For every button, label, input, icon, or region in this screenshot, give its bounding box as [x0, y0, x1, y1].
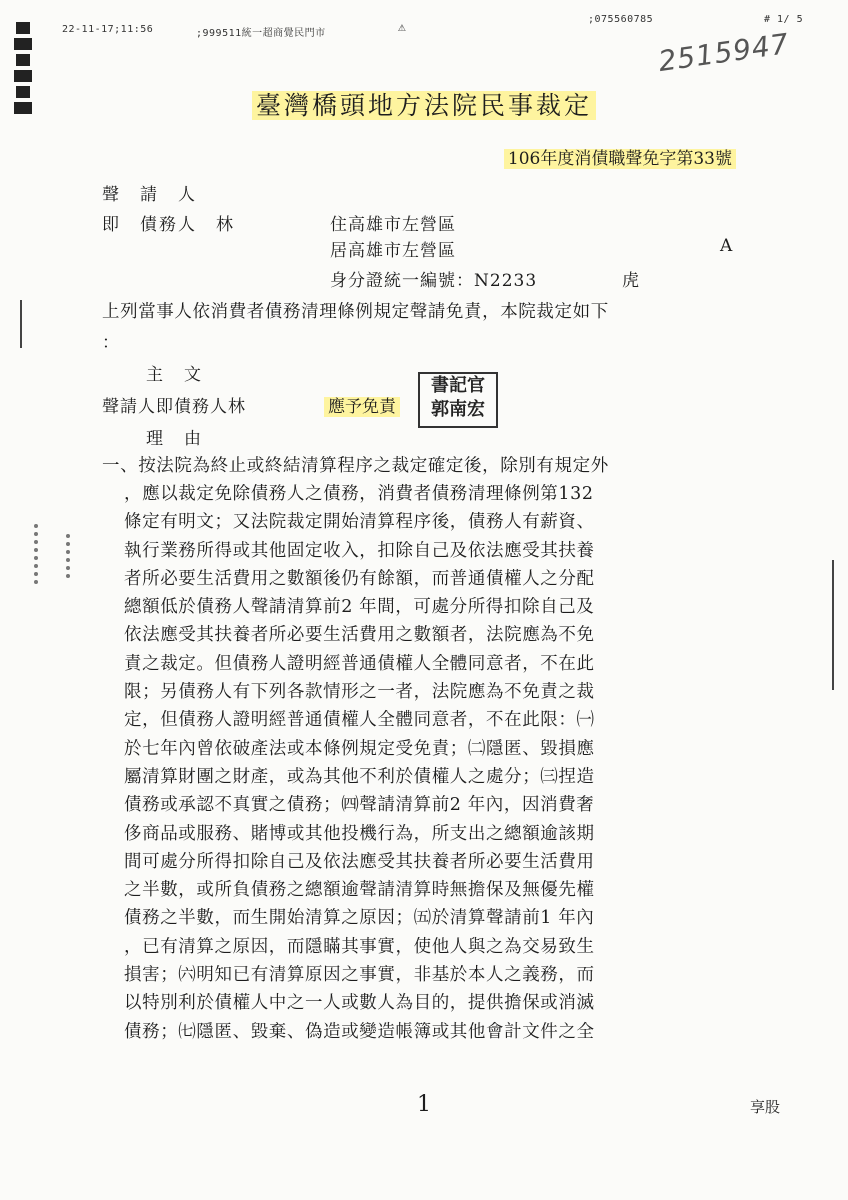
address-living: 居高雄市左營區 [330, 241, 456, 261]
body-line: 間可處分所得扣除自己及依法應受其扶養者所必要生活費用 [124, 851, 595, 872]
address-residence: 住高雄市左營區 [330, 215, 456, 235]
body-line: 債務；㈦隱匿、毀棄、偽造或變造帳簿或其他會計文件之全 [124, 1021, 595, 1042]
body-line: ，已有清算之原因，而隱瞞其事實，使他人與之為交易致生 [124, 936, 595, 957]
body-line: 總額低於債務人聲請清算前2 年間，可處分所得扣除自己及 [124, 597, 595, 618]
body-line: 損害；㈥明知已有清算原因之事實，非基於本人之義務，而 [124, 965, 595, 986]
case-number [504, 144, 736, 169]
id-number-suffix: 虎 [622, 271, 639, 291]
body-line: 之半數，或所負債務之總額逾聲請清算時無擔保及無優先權 [124, 880, 595, 901]
page-number: 1 [417, 1092, 431, 1117]
intro-text-end: ： [102, 333, 119, 353]
ruling-prefix: 聲請人即債務人林 [102, 397, 246, 417]
body-line: 者所必要生活費用之數額後仍有餘額，而普通債權人之分配 [124, 568, 595, 589]
main-heading: 主 文 [146, 365, 203, 385]
address-living-suffix: A [720, 236, 733, 256]
body-line: 執行業務所得或其他固定收入，扣除自己及依法應受其扶養 [124, 540, 595, 561]
ruling-result-text: 應予免責 [324, 397, 400, 417]
warning-icon: ⚠ [398, 20, 407, 35]
footer-mark: 享股 [749, 1098, 780, 1116]
body-line: 責之裁定。但債務人證明經普通債權人全體同意者，不在此 [124, 653, 595, 674]
fax-datetime: 22-11-17;11:56 [62, 24, 154, 35]
body-line: 債務之半數，而生開始清算之原因；㈤於清算聲請前1 年內 [124, 908, 595, 929]
body-line: 屬清算財團之財產，或為其他不利於債權人之處分；㈢捏造 [124, 766, 595, 787]
margin-mark-left [20, 300, 22, 348]
reason-body [124, 480, 595, 1046]
applicant-label: 聲 請 人 [102, 185, 197, 205]
id-number: 身分證統一編號：N2233 [330, 271, 538, 291]
margin-mark-right [832, 560, 834, 690]
body-line: 債務或承認不真實之債務；㈣聲請清算前2 年內，因消費奢 [124, 795, 595, 816]
ruling-result [324, 392, 400, 417]
body-line: 依法應受其扶養者所必要生活費用之數額者，法院應為不免 [124, 625, 595, 646]
fax-number: ;075560785 [588, 14, 654, 25]
handwritten-note: 2515947 [656, 26, 792, 79]
reason-first-line: 一、按法院為終止或終結清算程序之裁定確定後，除別有規定外 [102, 456, 609, 476]
intro-text: 上列當事人依消費者債務清理條例規定聲請免責，本院裁定如下 [102, 302, 609, 322]
fax-page: # 1/ 5 [764, 14, 804, 25]
fax-sender: ;999511統一超商覺民門市 [196, 28, 326, 39]
body-line: 條定有明文；又法院裁定開始清算程序後，債務人有薪資、 [124, 512, 595, 533]
court-title-text: 臺灣橋頭地方法院民事裁定 [252, 91, 596, 120]
reason-heading: 理 由 [146, 429, 203, 449]
margin-holes-left [34, 520, 48, 588]
clerk-stamp: 書記官 郭南宏 [418, 372, 498, 428]
body-line: ，應以裁定免除債務人之債務，消費者債務清理條例第132 [124, 484, 594, 504]
body-line: 定，但債務人證明經普通債權人全體同意者，不在此限：㈠ [124, 710, 595, 731]
margin-holes-right [66, 530, 80, 582]
body-line: 侈商品或服務、賭博或其他投機行為，所支出之總額逾該期 [124, 823, 595, 844]
case-number-text: 106年度消債職聲免字第33號 [504, 149, 736, 169]
body-line: 於七年內曾依破產法或本條例規定受免責；㈡隱匿、毀損應 [124, 738, 595, 759]
debtor-label: 即 債務人 林 [102, 215, 235, 235]
court-title [0, 86, 848, 122]
body-line: 限；另債務人有下列各款情形之一者，法院應為不免責之裁 [124, 682, 595, 703]
body-line: 以特別利於債權人中之一人或數人為目的，提供擔保或消滅 [124, 993, 595, 1014]
